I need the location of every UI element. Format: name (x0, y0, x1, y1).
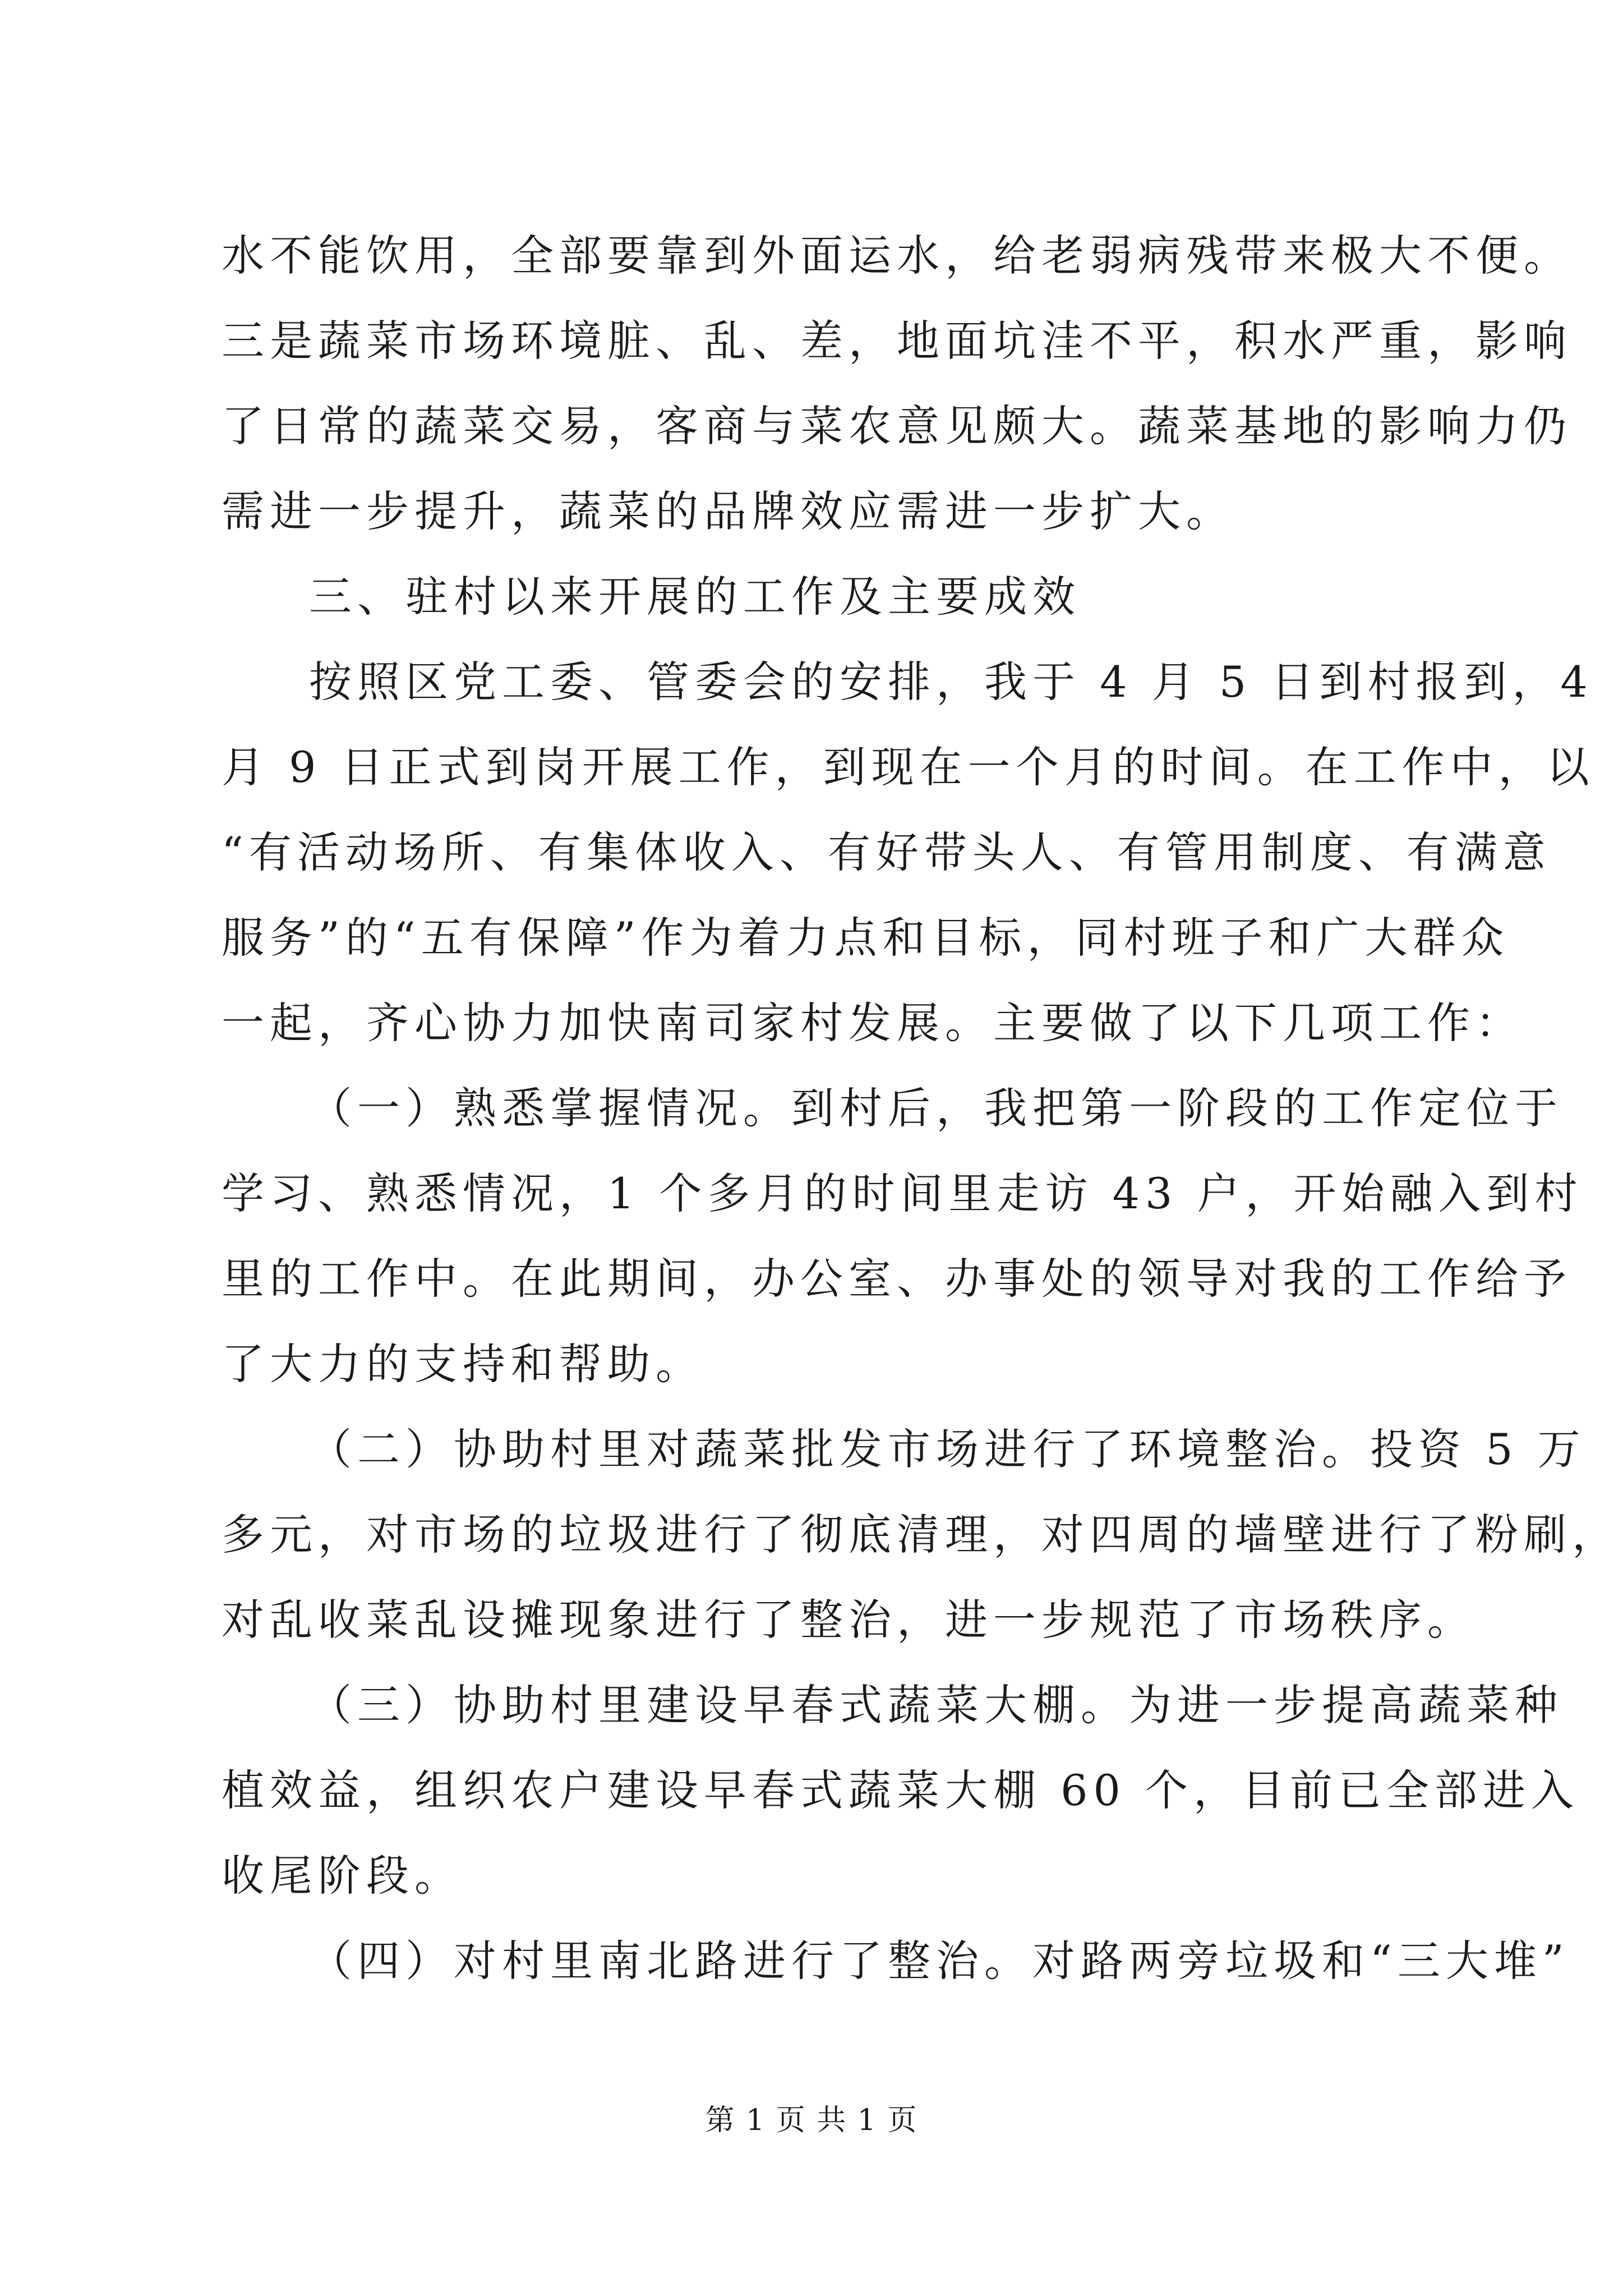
text-line: （三）协助村里建设早春式蔬菜大棚。为进一步提高蔬菜种 (309, 1680, 1563, 1730)
text-line: 了日常的蔬菜交易，客商与菜农意见颇大。蔬菜基地的影响力仍 (222, 401, 1572, 451)
text-line: 按照区党工委、管委会的安排，我于 4 月 5 日到村报到，4 (309, 657, 1593, 707)
text-line: 服务”的“五有保障”作为着力点和目标，同村班子和广大群众 (222, 913, 1510, 963)
text-line: 需进一步提升，蔬菜的品牌效应需进一步扩大。 (222, 486, 1234, 536)
text-line: 多元，对市场的垃圾进行了彻底清理，对四周的墙壁进行了粉刷， (222, 1510, 1620, 1559)
text-line: “有活动场所、有集体收入、有好带头人、有管用制度、有满意 (222, 827, 1551, 877)
text-line: 了大力的支持和帮助。 (222, 1339, 704, 1389)
text-line: 里的工作中。在此期间，办公室、办事处的领导对我的工作给予 (222, 1254, 1572, 1304)
section-heading: 三、驻村以来开展的工作及主要成效 (309, 572, 1081, 622)
page-footer: 第 1 页 共 1 页 (705, 2104, 918, 2137)
text-line: （二）协助村里对蔬菜批发市场进行了环境整治。投资 5 万 (309, 1424, 1586, 1474)
text-line: （一）熟悉掌握情况。到村后，我把第一阶段的工作定位于 (309, 1083, 1563, 1133)
text-line: （四）对村里南北路进行了整治。对路两旁垃圾和“三大堆” (309, 1936, 1570, 1986)
text-line: 三是蔬菜市场环境脏、乱、差，地面坑洼不平，积水严重，影响 (222, 316, 1572, 366)
text-line: 对乱收菜乱设摊现象进行了整治，进一步规范了市场秩序。 (222, 1595, 1476, 1645)
text-line: 学习、熟悉情况，1 个多月的时间里走访 43 户，开始融入到村 (222, 1168, 1583, 1218)
text-line: 收尾阶段。 (222, 1851, 463, 1901)
text-line: 水不能饮用，全部要靠到外面运水，给老弱病残带来极大不便。 (222, 231, 1572, 280)
text-line: 月 9 日正式到岗开展工作，到现在一个月的时间。在工作中，以 (222, 742, 1595, 792)
text-line: 一起，齐心协力加快南司家村发展。主要做了以下几项工作： (222, 998, 1524, 1048)
document-body (222, 213, 1620, 2004)
text-line: 植效益，组织农户建设早春式蔬菜大棚 60 个，目前已全部进入 (222, 1765, 1580, 1815)
